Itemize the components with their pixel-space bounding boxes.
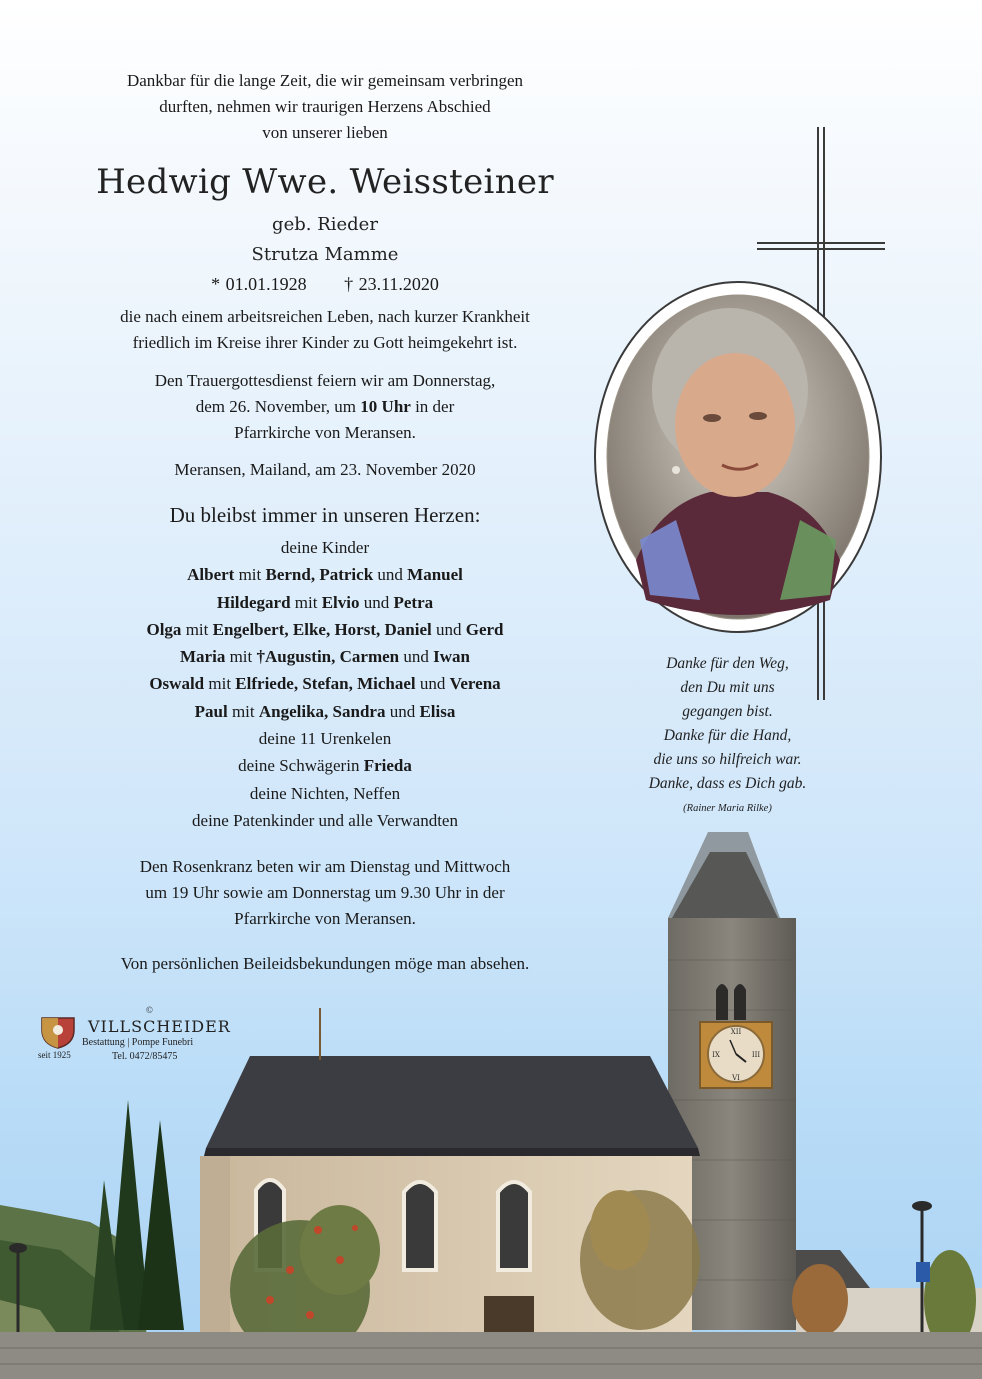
place-date: Meransen, Mailand, am 23. November 2020 — [174, 460, 476, 479]
funeral-line: dem 26. November, um 10 Uhr in der — [195, 397, 455, 416]
condolence-note: Von persönlichen Beileidsbekundungen möge man absehen. — [120, 954, 530, 973]
passing-line: friedlich im Kreise ihrer Kinder zu Gott heimgekehrt ist. — [132, 333, 518, 352]
deceased-name: Hedwig Wwe. Weissteiner — [96, 162, 554, 202]
sister-in-law: deine Schwägerin Frieda — [238, 756, 412, 776]
great-grandchildren: deine 11 Urenkelen — [258, 729, 392, 749]
funeral-info — [60, 368, 590, 446]
rilke-quote — [620, 652, 835, 796]
clock-numeral: VI — [732, 1074, 740, 1082]
quote-line: die uns so hilfreich war. — [653, 751, 802, 768]
quote-line: gegangen bist. — [682, 703, 773, 720]
family-list — [60, 534, 590, 834]
funeral-line: Den Trauergottesdienst feiern wir am Donnerstag, — [154, 371, 496, 390]
nieces-nephews: deine Nichten, Neffen — [249, 783, 401, 803]
quote-author: (Rainer Maria Rilke) — [683, 803, 772, 814]
quote-line: Danke für die Hand, — [663, 727, 792, 744]
death-date: † 23.11.2020 — [344, 274, 439, 294]
intro-text — [60, 68, 590, 146]
family-line: Olga mit Engelbert, Elke, Horst, Daniel und Gerd — [146, 619, 504, 639]
clock-numeral: IX — [712, 1051, 720, 1059]
logo-tagline: Bestattung | Pompe Funebri — [82, 1037, 194, 1048]
stone-wall — [0, 1332, 982, 1379]
family-line: Maria mit †Augustin, Carmen und Iwan — [180, 647, 470, 667]
godchildren: deine Patenkinder und alle Verwandten — [192, 810, 458, 830]
family-line: Oswald mit Elfriede, Stefan, Michael und Verena — [149, 674, 501, 694]
coat-of-arms-icon — [38, 1014, 78, 1050]
rosary-info — [60, 854, 590, 932]
birth-date: * 01.01.1928 — [211, 274, 307, 294]
cypress-tree — [90, 1100, 184, 1330]
family-line: Albert mit Bernd, Patrick und Manuel — [187, 565, 463, 585]
passing-text — [60, 304, 590, 356]
logo-since: seit 1925 — [38, 1050, 71, 1060]
logo-copyright: © — [146, 1005, 153, 1015]
family-line: Paul mit Angelika, Sandra und Elisa — [194, 701, 456, 721]
quote-line: den Du mit uns — [680, 679, 775, 696]
church-roof — [206, 1056, 698, 1148]
heart-line: Du bleibst immer in unseren Herzen: — [169, 503, 481, 527]
quote-line: Danke für den Weg, — [666, 655, 789, 672]
logo-phone: Tel. 0472/85475 — [112, 1051, 178, 1062]
church-window — [498, 1182, 530, 1270]
tower-clock — [700, 1022, 772, 1088]
rosary-line: Pfarrkirche von Meransen. — [234, 909, 416, 928]
church-window — [404, 1182, 436, 1270]
nickname: Strutza Mamme — [251, 244, 399, 265]
quote-line: Danke, dass es Dich gab. — [648, 775, 807, 792]
clock-numeral: III — [751, 1051, 761, 1059]
intro-line: von unserer lieben — [262, 123, 388, 142]
maiden-name: geb. Rieder — [272, 214, 378, 235]
funeral-time: 10 Uhr — [360, 397, 411, 416]
logo-name: VILLSCHEIDER — [88, 1017, 231, 1036]
passing-line: die nach einem arbeitsreichen Leben, nach kurzer Krankheit — [120, 307, 530, 326]
portrait-photo — [595, 282, 881, 632]
rosary-line: Den Rosenkranz beten wir am Dienstag und Mittwoch — [139, 857, 511, 876]
clock-numeral: XII — [730, 1028, 742, 1036]
life-dates — [60, 274, 590, 295]
intro-line: Dankbar für die lange Zeit, die wir gemeinsam verbringen — [126, 71, 524, 90]
funeral-line: Pfarrkirche von Meransen. — [234, 423, 416, 442]
rosary-line: um 19 Uhr sowie am Donnerstag um 9.30 Uhr in der — [145, 883, 505, 902]
church-door — [484, 1296, 534, 1336]
family-line: Hildegard mit Elvio und Petra — [216, 592, 434, 612]
children-label: deine Kinder — [280, 538, 370, 557]
intro-line: durften, nehmen wir traurigen Herzens Abschied — [159, 97, 491, 116]
